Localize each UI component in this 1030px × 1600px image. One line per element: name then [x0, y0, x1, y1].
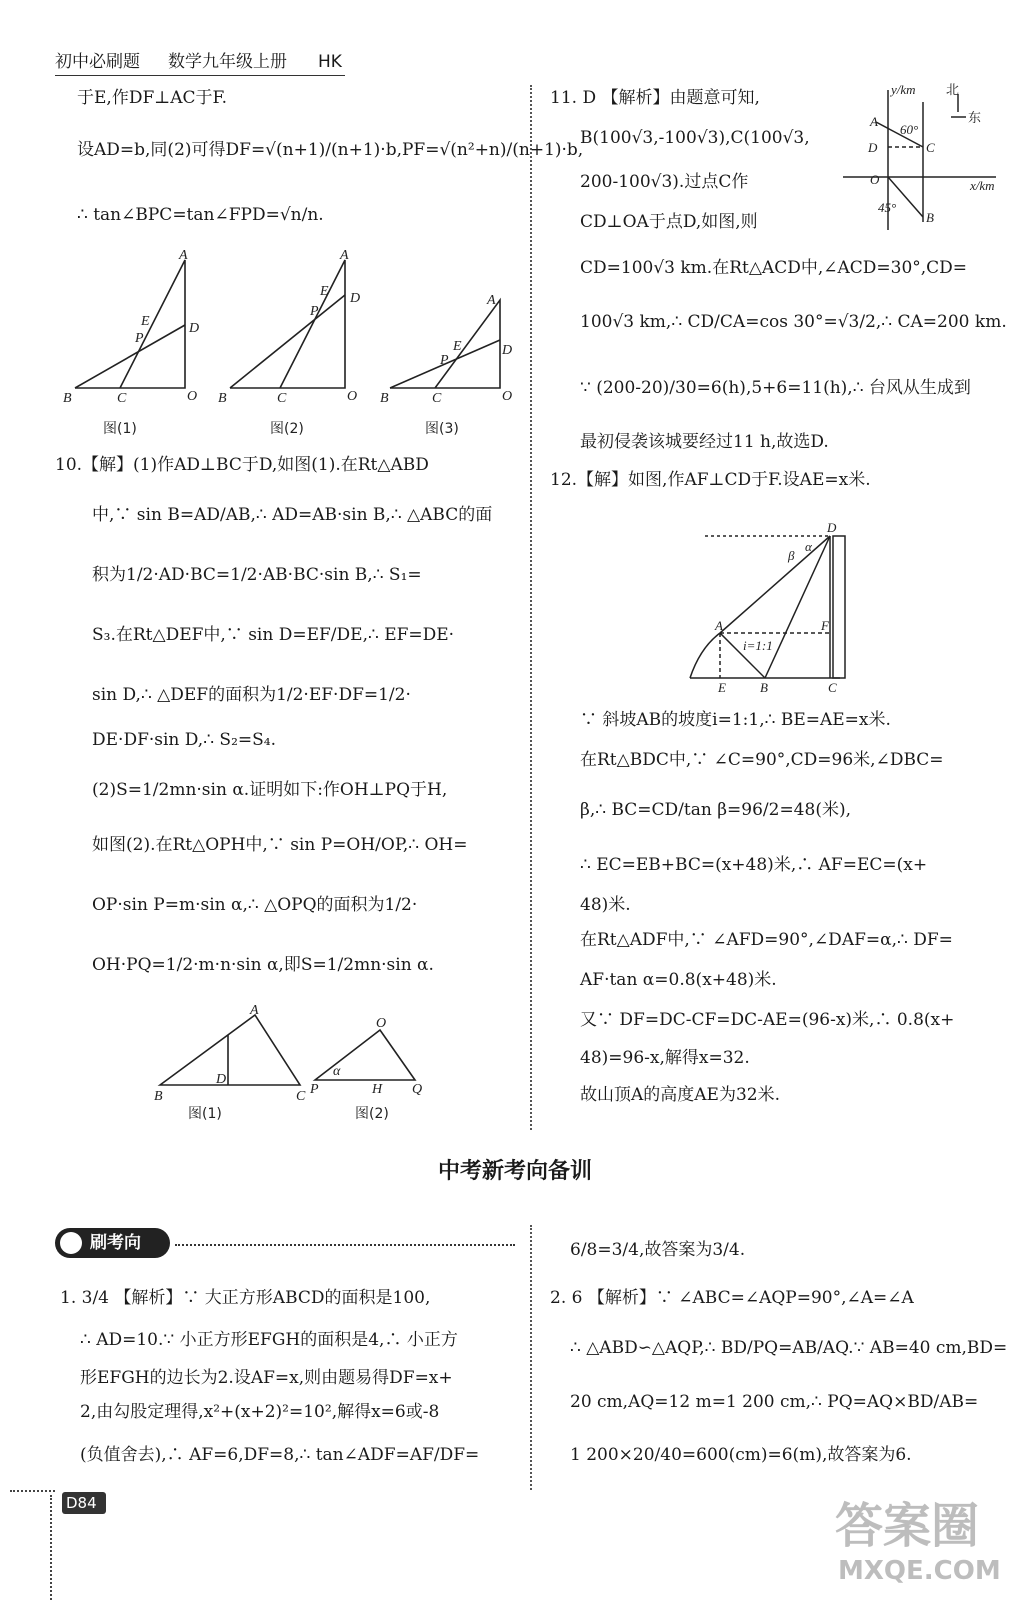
- b1-line: 1. 3/4 【解析】∵ 大正方形ABCD的面积是100,: [60, 1288, 431, 1308]
- svg-text:O: O: [870, 172, 880, 187]
- q11-line: CD⊥OA于点D,如图,则: [580, 212, 758, 232]
- svg-text:东: 东: [968, 111, 982, 126]
- q10-line: 中,∵ sin B=AD/AB,∴ AD=AB·sin B,∴ △ABC的面: [92, 505, 493, 525]
- svg-text:O: O: [376, 1016, 387, 1031]
- figure-triangles-2: [150, 1005, 440, 1125]
- svg-text:A: A: [487, 293, 496, 308]
- svg-text:B: B: [926, 210, 934, 225]
- svg-text:C: C: [926, 140, 935, 155]
- q11-line: ∵ (200-20)/30=6(h),5+6=11(h),∴ 台风从生成到: [580, 378, 971, 398]
- svg-text:i=1:1: i=1:1: [743, 638, 773, 653]
- q11-line: 11. D 【解析】由题意可知,: [550, 88, 760, 108]
- svg-text:图(2): 图(2): [355, 1106, 389, 1122]
- q11-line: B(100√3,-100√3),C(100√3,: [580, 128, 810, 148]
- svg-text:D: D: [350, 291, 361, 306]
- svg-text:B: B: [63, 391, 72, 406]
- svg-text:O: O: [347, 389, 358, 404]
- svg-text:E: E: [320, 284, 329, 299]
- q11-line: 100√3 km,∴ CD/CA=cos 30°=√3/2,∴ CA=200 km.: [580, 312, 1007, 332]
- q10-line: 积为1/2·AD·BC=1/2·AB·BC·sin B,∴ S₁=: [92, 565, 422, 585]
- svg-text:B: B: [760, 680, 768, 695]
- b2-line: ∴ △ABD∽△AQP,∴ BD/PQ=AB/AQ.∵ AB=40 cm,BD=: [570, 1338, 1008, 1358]
- svg-text:P: P: [135, 331, 144, 346]
- b2-line: 20 cm,AQ=12 m=1 200 cm,∴ PQ=AQ×BD/AB=: [570, 1392, 979, 1412]
- section-title: 中考新考向备训: [437, 1159, 592, 1184]
- q10-line: 如图(2).在Rt△OPH中,∵ sin P=OH/OP,∴ OH=: [92, 835, 468, 855]
- b2-line: 1 200×20/40=600(cm)=6(m),故答案为6.: [570, 1445, 912, 1465]
- svg-text:C: C: [296, 1089, 306, 1104]
- q12-line: 12.【解】如图,作AF⊥CD于F.设AE=x米.: [550, 470, 871, 490]
- svg-text:E: E: [141, 314, 150, 329]
- svg-text:β: β: [788, 548, 795, 563]
- svg-text:45°: 45°: [878, 200, 897, 215]
- q11-line: CD=100√3 km.在Rt△ACD中,∠ACD=30°,CD=: [580, 258, 968, 278]
- text-line: 设AD=b,同(2)可得DF=√(n+1)/(n+1)·b,PF=√(n²+n)/(n+1)·b,: [77, 140, 584, 160]
- watermark-url: MXQE.COM: [838, 1556, 1001, 1586]
- badge-label: 刷考向: [90, 1233, 141, 1253]
- header-edition: HK: [318, 52, 342, 72]
- svg-text:C: C: [117, 391, 127, 406]
- svg-text:A: A: [340, 250, 349, 263]
- q12-line: 48)米.: [580, 895, 631, 915]
- figure-slope: [685, 518, 860, 698]
- q12-line: 在Rt△ADF中,∵ ∠AFD=90°,∠DAF=α,∴ DF=: [580, 930, 953, 950]
- page-number: D84: [66, 1494, 97, 1512]
- column-divider-bottom: [530, 1225, 532, 1490]
- q12-line: 在Rt△BDC中,∵ ∠C=90°,CD=96米,∠DBC=: [580, 750, 944, 770]
- svg-text:图(1): 图(1): [188, 1106, 222, 1122]
- text-line: 于E,作DF⊥AC于F.: [77, 88, 228, 108]
- svg-text:y/km: y/km: [891, 82, 916, 97]
- badge-icon: [60, 1232, 82, 1254]
- figure-caption: 图(1): [103, 421, 137, 437]
- header-subject: 数学九年级上册: [168, 52, 287, 72]
- figure-caption: 图(3): [425, 421, 459, 437]
- badge-dots: [175, 1244, 515, 1246]
- q10-line: OP·sin P=m·sin α,∴ △OPQ的面积为1/2·: [92, 895, 418, 915]
- q12-line: 又∵ DF=DC-CF=DC-AE=(96-x)米,∴ 0.8(x+: [580, 1010, 955, 1030]
- q12-line: β,∴ BC=CD/tan β=96/2=48(米),: [580, 800, 851, 820]
- q10-line: OH·PQ=1/2·m·n·sin α,即S=1/2mn·sin α.: [92, 955, 434, 975]
- q11-line: 最初侵袭该城要经过11 h,故选D.: [580, 432, 829, 452]
- svg-text:C: C: [277, 391, 287, 406]
- b2-line: 6/8=3/4,故答案为3/4.: [570, 1240, 746, 1260]
- q12-line: 故山顶A的高度AE为32米.: [580, 1085, 780, 1105]
- b2-line: 2. 6 【解析】∵ ∠ABC=∠AQP=90°,∠A=∠A: [550, 1288, 914, 1308]
- column-divider: [530, 85, 532, 1130]
- q11-line: 200-100√3).过点C作: [580, 172, 749, 192]
- svg-text:E: E: [453, 339, 462, 354]
- watermark-logo: 答案圈: [835, 1498, 980, 1554]
- svg-text:α: α: [333, 1064, 341, 1079]
- header-series: 初中必刷题: [55, 52, 140, 72]
- svg-text:E: E: [718, 680, 726, 695]
- q10-line: DE·DF·sin D,∴ S₂=S₄.: [92, 730, 277, 750]
- svg-text:Q: Q: [412, 1082, 423, 1097]
- svg-text:A: A: [250, 1005, 259, 1018]
- svg-text:P: P: [310, 304, 319, 319]
- q12-line: ∴ EC=EB+BC=(x+48)米,∴ AF=EC=(x+: [580, 855, 928, 875]
- b1-line: (负值舍去),∴ AF=6,DF=8,∴ tan∠ADF=AF/DF=: [80, 1445, 480, 1465]
- svg-text:O: O: [187, 389, 198, 404]
- figure-triangles-1: [55, 250, 525, 445]
- svg-text:B: B: [218, 391, 227, 406]
- svg-text:60°: 60°: [900, 122, 919, 137]
- svg-text:D: D: [189, 321, 200, 336]
- svg-text:D: D: [502, 343, 513, 358]
- svg-text:C: C: [432, 391, 442, 406]
- page-dots: [10, 1490, 55, 1492]
- q10-line: (2)S=1/2mn·sin α.证明如下:作OH⊥PQ于H,: [92, 780, 448, 800]
- figure-caption: 图(2): [270, 421, 304, 437]
- svg-text:D: D: [216, 1072, 227, 1087]
- svg-text:α: α: [805, 539, 812, 554]
- q12-line: AF·tan α=0.8(x+48)米.: [580, 970, 777, 990]
- page-dots-vertical: [50, 1495, 52, 1600]
- svg-text:北: 北: [946, 83, 960, 98]
- svg-text:x/km: x/km: [970, 178, 995, 193]
- b1-line: ∴ AD=10.∵ 小正方形EFGH的面积是4,∴ 小正方: [80, 1330, 458, 1350]
- q12-line: 48)=96-x,解得x=32.: [580, 1048, 750, 1068]
- q10-line: S₃.在Rt△DEF中,∵ sin D=EF/DE,∴ EF=DE·: [92, 625, 455, 645]
- svg-text:P: P: [440, 353, 449, 368]
- b1-line: 形EFGH的边长为2.设AF=x,则由题易得DF=x+: [80, 1368, 453, 1388]
- svg-text:D: D: [868, 140, 878, 155]
- q12-line: ∵ 斜坡AB的坡度i=1:1,∴ BE=AE=x米.: [580, 710, 891, 730]
- text-line: ∴ tan∠BPC=tan∠FPD=√n/n.: [77, 205, 324, 225]
- q10-line: 10.【解】(1)作AD⊥BC于D,如图(1).在Rt△ABD: [55, 455, 429, 475]
- q10-line: sin D,∴ △DEF的面积为1/2·EF·DF=1/2·: [92, 685, 411, 705]
- svg-text:A: A: [715, 618, 723, 633]
- svg-text:P: P: [310, 1082, 319, 1097]
- svg-text:H: H: [372, 1082, 383, 1097]
- svg-text:B: B: [154, 1089, 163, 1104]
- svg-text:B: B: [380, 391, 389, 406]
- svg-text:C: C: [828, 680, 837, 695]
- b1-line: 2,由勾股定理得,x²+(x+2)²=10²,解得x=6或-8: [80, 1402, 440, 1422]
- svg-text:A: A: [179, 250, 188, 263]
- svg-text:F: F: [821, 618, 829, 633]
- svg-text:D: D: [827, 520, 837, 535]
- svg-text:O: O: [502, 389, 513, 404]
- header-rule: [55, 75, 345, 76]
- figure-axis: [838, 82, 1008, 232]
- svg-text:A: A: [870, 114, 878, 129]
